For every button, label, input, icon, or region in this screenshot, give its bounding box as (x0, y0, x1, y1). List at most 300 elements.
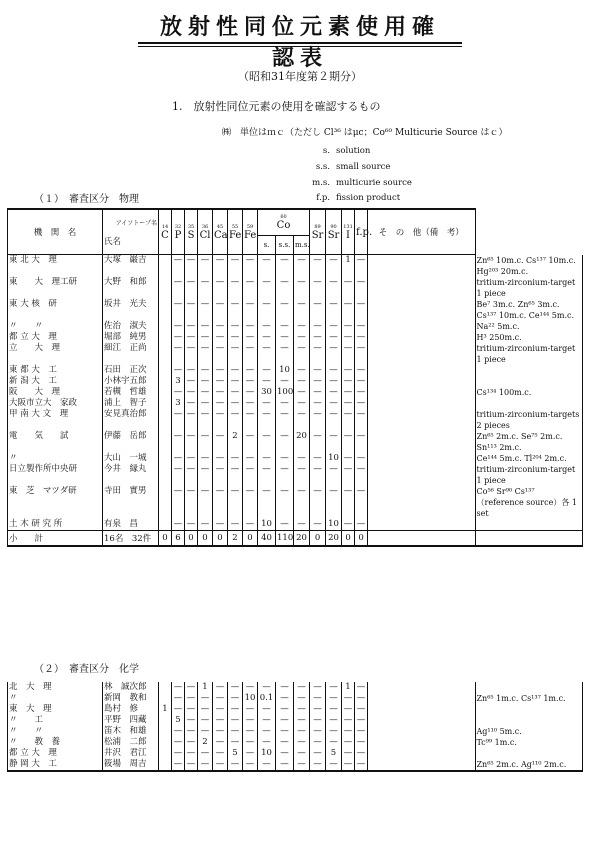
value-cell: 10 (243, 693, 258, 704)
value-cell: — (185, 277, 198, 299)
value-cell: — (198, 409, 213, 431)
value-cell: — (172, 431, 185, 453)
value-cell: 1 (342, 255, 355, 277)
org-cell: 立 大 理 (8, 343, 103, 365)
value-cell: — (326, 737, 342, 748)
isotope-header (355, 209, 373, 255)
value-cell: — (185, 682, 198, 693)
value-cell (368, 737, 476, 748)
org-cell: 甲 南 大 文 理 (8, 409, 103, 431)
org-cell: 東 芝 マツダ研 (8, 486, 103, 519)
value-cell: — (326, 759, 342, 771)
value-cell: — (294, 715, 310, 726)
value-cell: — (355, 453, 368, 464)
mass-number: 32 (174, 223, 182, 230)
value-cell (368, 332, 475, 343)
element-symbol: Sr (327, 229, 340, 241)
remark-cell (475, 365, 582, 376)
value-cell: — (310, 693, 326, 704)
remark-cell (475, 682, 583, 693)
table1-caption: （１） 審査区分 物理 (34, 194, 139, 205)
value-cell: — (310, 255, 326, 277)
subtotal-value: 0 (159, 530, 172, 546)
remark-cell (475, 398, 582, 409)
value-cell: — (243, 486, 258, 519)
value-cell: — (185, 343, 198, 365)
value-cell: 1 (159, 704, 172, 715)
value-cell: — (342, 398, 355, 409)
person-cell: 坂井 光夫 (103, 299, 159, 321)
org-cell: 〃 (8, 693, 103, 704)
value-cell: — (243, 409, 258, 431)
org-cell: 〃 〃 (8, 321, 103, 332)
value-cell: — (294, 365, 310, 376)
value-cell: — (243, 365, 258, 376)
element-symbol: I (346, 229, 350, 241)
value-cell: — (310, 332, 326, 343)
isotope-header (228, 209, 243, 255)
value-cell: — (172, 748, 185, 759)
remarks-header: そ の 他（備 考） (368, 209, 475, 255)
value-cell: — (243, 726, 258, 737)
value-cell: 1 (198, 682, 213, 693)
value-cell: — (294, 299, 310, 321)
remark-cell: tritium-zirconium-target 1 piece (475, 277, 582, 299)
value-cell: — (342, 453, 355, 464)
value-cell (368, 321, 475, 332)
person-cell: 大塚 巌吉 (103, 255, 159, 277)
value-cell: — (185, 387, 198, 398)
value-cell: — (198, 759, 213, 771)
abbreviation-line: f.p. fission product (316, 193, 401, 203)
value-cell: 5 (326, 748, 342, 759)
mass-number: 45 (216, 223, 224, 230)
value-cell: — (342, 464, 355, 486)
chemistry-table (7, 682, 583, 772)
value-cell: — (258, 431, 276, 453)
table-row (8, 704, 583, 715)
value-cell: — (258, 255, 276, 277)
table-row (8, 409, 583, 431)
person-cell: 堀部 純男 (103, 332, 159, 343)
element-symbol: Fe (244, 229, 257, 241)
value-cell: — (258, 464, 276, 486)
subtotal-value: 2 (228, 530, 243, 546)
value-cell: — (294, 486, 310, 519)
value-cell: — (276, 704, 294, 715)
value-cell: — (294, 255, 310, 277)
value-cell: — (213, 431, 228, 453)
isotope-header-label: アイソトープ名 (115, 219, 157, 227)
value-cell: — (310, 409, 326, 431)
element-symbol: Co (276, 220, 291, 231)
title-underline-thin (138, 46, 462, 47)
org-cell: 東 北 大 理 (8, 255, 103, 277)
value-cell: — (185, 409, 198, 431)
value-cell (368, 387, 475, 398)
value-cell (368, 299, 475, 321)
remark-cell: Ce¹⁴⁴ 5m.c. Tl²⁰⁴ 2m.c. (475, 453, 582, 464)
person-cell: 石田 正次 (103, 365, 159, 376)
remark-cell: Zn⁶⁵ 2m.c. Ag¹¹⁰ 2m.c. (475, 759, 583, 771)
section-heading: 1. 放射性同位元素の使用を確認するもの (172, 100, 381, 113)
value-cell: — (172, 409, 185, 431)
table-row (8, 726, 583, 737)
person-cell: 林 誠次郎 (103, 682, 159, 693)
subtotal-value: 0 (185, 530, 198, 546)
remark-cell: tritium-zirconium-target 1 piece (475, 464, 582, 486)
value-cell: — (276, 726, 294, 737)
table2-caption: （２） 審査区分 化学 (34, 664, 139, 675)
value-cell: — (310, 365, 326, 376)
isotope-header (198, 209, 213, 255)
person-cell: 平野 四藏 (103, 715, 159, 726)
value-cell: — (228, 693, 243, 704)
remark-cell: tritium-zirconium-target 1 piece (475, 343, 582, 365)
value-cell: — (228, 321, 243, 332)
value-cell: — (294, 519, 310, 531)
value-cell: — (213, 704, 228, 715)
value-cell: — (326, 376, 342, 387)
element-symbol: S (187, 229, 195, 241)
value-cell: — (310, 343, 326, 365)
value-cell: — (198, 715, 213, 726)
value-cell: — (326, 387, 342, 398)
org-cell: 日立製作所中央研 (8, 464, 103, 486)
table-row (8, 737, 583, 748)
value-cell: — (276, 682, 294, 693)
value-cell: — (172, 343, 185, 365)
value-cell: — (228, 704, 243, 715)
value-cell: — (185, 464, 198, 486)
abbreviation-line: m.s. multicurie source (312, 178, 412, 188)
value-cell: — (258, 715, 276, 726)
value-cell: 2 (228, 431, 243, 453)
value-cell: — (310, 431, 326, 453)
value-cell (159, 464, 172, 486)
value-cell: — (213, 486, 228, 519)
value-cell: — (310, 682, 326, 693)
value-cell: — (198, 431, 213, 453)
person-cell: 筱場 周吉 (103, 759, 159, 771)
value-cell (159, 737, 172, 748)
value-cell (368, 453, 475, 464)
value-cell: — (342, 343, 355, 365)
value-cell: — (310, 519, 326, 531)
subtotal-value: 0 (213, 530, 228, 546)
value-cell: — (342, 486, 355, 519)
value-cell: — (172, 759, 185, 771)
value-cell: — (342, 693, 355, 704)
value-cell: — (198, 693, 213, 704)
table-row (8, 464, 583, 486)
value-cell: — (276, 759, 294, 771)
value-cell: — (355, 409, 368, 431)
table-row (8, 519, 583, 531)
value-cell: — (213, 299, 228, 321)
value-cell (159, 726, 172, 737)
value-cell: — (355, 299, 368, 321)
value-cell: — (213, 398, 228, 409)
value-cell: 10 (326, 453, 342, 464)
table-row (8, 715, 583, 726)
value-cell: — (258, 737, 276, 748)
mass-number: 131 (343, 223, 353, 230)
value-cell: — (172, 726, 185, 737)
value-cell: — (213, 519, 228, 531)
value-cell: — (213, 387, 228, 398)
value-cell: — (355, 431, 368, 453)
subtotal-value: 20 (294, 530, 310, 546)
value-cell: — (310, 299, 326, 321)
value-cell: — (243, 464, 258, 486)
value-cell (159, 387, 172, 398)
value-cell: — (310, 387, 326, 398)
value-cell: — (243, 376, 258, 387)
person-cell: 伊藤 岳郎 (103, 431, 159, 453)
value-cell: — (172, 332, 185, 343)
value-cell: — (276, 409, 294, 431)
subtotal-value: 0 (355, 530, 368, 546)
table-row (8, 748, 583, 759)
isotope-header (243, 209, 258, 255)
value-cell: — (185, 332, 198, 343)
value-cell: — (355, 693, 368, 704)
value-cell (159, 682, 172, 693)
abbreviation-line: s.s. small source (315, 162, 391, 172)
table-row (8, 486, 583, 519)
value-cell (368, 693, 476, 704)
value-cell: — (243, 682, 258, 693)
value-cell: — (228, 453, 243, 464)
value-cell: — (355, 376, 368, 387)
isotope-header (310, 209, 326, 255)
value-cell: — (243, 431, 258, 453)
value-cell: — (228, 682, 243, 693)
table-row (8, 332, 583, 343)
element-symbol: Ca (214, 229, 228, 241)
person-cell: 新岡 教和 (103, 693, 159, 704)
value-cell: — (198, 726, 213, 737)
subtotal-value: 0 (342, 530, 355, 546)
value-cell: — (198, 299, 213, 321)
value-cell: — (258, 332, 276, 343)
remark-cell: Co⁵⁶ Sr⁹⁰ Cs¹³⁷（reference source）各 1 set (475, 486, 582, 519)
person-cell: 大山 一城 (103, 453, 159, 464)
value-cell: — (258, 343, 276, 365)
table-row (8, 255, 583, 277)
value-cell: — (185, 519, 198, 531)
value-cell: — (326, 321, 342, 332)
value-cell: — (326, 365, 342, 376)
value-cell: — (185, 693, 198, 704)
value-cell: — (294, 321, 310, 332)
value-cell: — (258, 365, 276, 376)
value-cell: — (342, 332, 355, 343)
value-cell: — (355, 365, 368, 376)
value-cell (159, 255, 172, 277)
value-cell: — (243, 715, 258, 726)
person-cell: 島村 修 (103, 704, 159, 715)
value-cell: — (228, 387, 243, 398)
value-cell: — (310, 464, 326, 486)
remark-cell: Ag¹¹⁰ 5m.c. (475, 726, 583, 737)
cobalt-subheader: s.s. (276, 236, 294, 255)
person-cell: 寺田 實男 (103, 486, 159, 519)
value-cell: — (276, 431, 294, 453)
value-cell: — (228, 299, 243, 321)
value-cell: — (294, 693, 310, 704)
person-cell: 井沢 君江 (103, 748, 159, 759)
remark-cell: Zn⁶⁵ 1m.c. Cs¹³⁷ 1m.c. (475, 693, 583, 704)
value-cell: — (198, 486, 213, 519)
value-cell: — (185, 704, 198, 715)
value-cell: — (258, 486, 276, 519)
person-cell: 浦上 智子 (103, 398, 159, 409)
person-cell: 小林宇五郎 (103, 376, 159, 387)
value-cell: — (213, 343, 228, 365)
value-cell: 30 (258, 387, 276, 398)
value-cell: — (228, 255, 243, 277)
value-cell: — (326, 726, 342, 737)
value-cell: — (213, 453, 228, 464)
value-cell (159, 453, 172, 464)
value-cell: — (198, 365, 213, 376)
value-cell: — (342, 321, 355, 332)
org-cell: 〃 工 (8, 715, 103, 726)
value-cell: — (198, 376, 213, 387)
value-cell: — (326, 682, 342, 693)
value-cell: — (355, 255, 368, 277)
abbreviation-line: s. solution (322, 146, 371, 156)
org-cell: 東 大 理工研 (8, 277, 103, 299)
value-cell: — (258, 299, 276, 321)
value-cell: — (172, 486, 185, 519)
org-cell: 土 木 研 究 所 (8, 519, 103, 531)
value-cell: — (198, 704, 213, 715)
value-cell: — (276, 748, 294, 759)
table-row (8, 387, 583, 398)
value-cell (159, 409, 172, 431)
value-cell: — (172, 464, 185, 486)
value-cell: — (342, 704, 355, 715)
value-cell: — (294, 759, 310, 771)
value-cell: — (213, 277, 228, 299)
value-cell: — (342, 365, 355, 376)
value-cell: — (243, 453, 258, 464)
value-cell: — (198, 343, 213, 365)
unit-note: ㈱ 単位はｍｃ（ただし Cl³⁶ はμc；Co⁶⁰ Multicurie Source はｃ） (222, 128, 508, 138)
value-cell (368, 682, 476, 693)
person-cell: 大野 和郎 (103, 277, 159, 299)
remark-cell: Zn⁶⁵ 10m.c. Cs¹³⁷ 10m.c. Hg²⁰³ 20m.c. (475, 255, 582, 277)
value-cell: — (355, 748, 368, 759)
value-cell: — (326, 255, 342, 277)
value-cell: — (172, 704, 185, 715)
value-cell: — (228, 398, 243, 409)
value-cell: — (198, 332, 213, 343)
value-cell: — (243, 704, 258, 715)
table-row (8, 376, 583, 387)
value-cell: — (355, 321, 368, 332)
value-cell: — (326, 464, 342, 486)
value-cell: — (355, 343, 368, 365)
element-symbol: P (174, 229, 182, 241)
mass-number: 89 (314, 223, 321, 230)
value-cell: — (310, 486, 326, 519)
value-cell: — (185, 748, 198, 759)
value-cell: — (342, 715, 355, 726)
table-row (8, 343, 583, 365)
value-cell: — (355, 519, 368, 531)
value-cell (159, 519, 172, 531)
value-cell: — (243, 398, 258, 409)
value-cell (368, 409, 475, 431)
isotope-header (185, 209, 198, 255)
value-cell: — (213, 321, 228, 332)
org-cell: 〃 (8, 453, 103, 464)
remark-cell: Zn⁶⁵ 2m.c. Se⁷⁵ 2m.c. Sn¹¹³ 2m.c. (475, 431, 582, 453)
value-cell (368, 343, 475, 365)
value-cell: — (294, 704, 310, 715)
value-cell: — (228, 332, 243, 343)
value-cell: — (276, 343, 294, 365)
value-cell: — (172, 682, 185, 693)
value-cell: — (228, 409, 243, 431)
isotope-header (342, 209, 355, 255)
value-cell (159, 332, 172, 343)
name-header-label: 氏名 (104, 236, 122, 247)
value-cell: — (326, 693, 342, 704)
person-cell: 安見真治郎 (103, 409, 159, 431)
isotope-header (172, 209, 185, 255)
subtotal-value: 0 (243, 530, 258, 546)
mass-number: 59 (246, 223, 254, 230)
subtotal-spacer (368, 530, 475, 546)
value-cell: — (326, 343, 342, 365)
value-cell: — (213, 693, 228, 704)
value-cell: — (276, 376, 294, 387)
person-cell: 細江 正尚 (103, 343, 159, 365)
subtotal-remark (475, 530, 582, 546)
value-cell (368, 431, 475, 453)
isotope-header (326, 209, 342, 255)
value-cell (368, 704, 476, 715)
value-cell: 1 (342, 682, 355, 693)
cobalt-header (258, 209, 310, 236)
value-cell: — (213, 365, 228, 376)
value-cell: — (213, 464, 228, 486)
value-cell: — (294, 682, 310, 693)
org-cell: 東 都 大 工 (8, 365, 103, 376)
element-symbol: Cl (199, 229, 211, 241)
value-cell: — (355, 704, 368, 715)
value-cell: — (342, 748, 355, 759)
table-row (8, 277, 583, 299)
value-cell: — (243, 321, 258, 332)
table-row (8, 365, 583, 376)
value-cell: — (185, 715, 198, 726)
value-cell: — (342, 299, 355, 321)
value-cell: — (355, 486, 368, 519)
value-cell: — (326, 277, 342, 299)
value-cell: — (310, 759, 326, 771)
value-cell: — (342, 726, 355, 737)
person-cell: 今井 縁丸 (103, 464, 159, 486)
value-cell: — (213, 726, 228, 737)
header-row (8, 209, 583, 236)
remark-cell: Be⁷ 3m.c. Zn⁶⁵ 3m.c. Cs¹³⁷ 10m.c. Ce¹⁴⁴ 5m.c. (475, 299, 582, 321)
